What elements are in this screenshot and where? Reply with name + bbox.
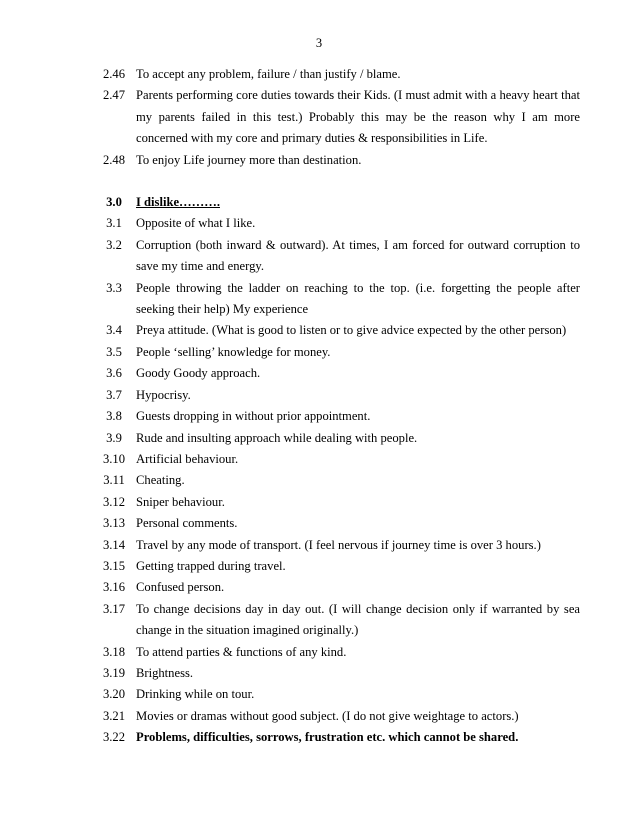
item-number: 3.21 xyxy=(102,708,126,723)
item-text: To change decisions day in day out. (I will change decision only if warranted by sea change in the situation imagined originally.) xyxy=(136,601,580,638)
item-number: 3.22 xyxy=(102,730,126,745)
item-text: Corruption (both inward & outward). At times, I am forced for outward corruption to save my time and energy. xyxy=(136,237,580,274)
item-text: Brightness. xyxy=(136,665,194,680)
list-item-3-22 xyxy=(92,727,580,748)
item-text: Confused person. xyxy=(136,580,225,595)
item-number: 3.2 xyxy=(106,237,122,252)
item-text: Drinking while on tour. xyxy=(136,687,255,702)
list-item-3-3 xyxy=(92,278,580,321)
list-item-3-2 xyxy=(92,235,580,278)
item-number: 3.1 xyxy=(106,216,122,231)
list-item-3-9 xyxy=(92,428,580,449)
item-text: Parents performing core duties towards their Kids. (I must admit with a heavy heart that my parents failed in this test.) Probably this may be the reason why I am more concerned with my core and primary duties & responsibilities in Life. xyxy=(136,88,580,146)
item-number: 3.5 xyxy=(106,344,122,359)
list-item-2-47 xyxy=(92,85,580,149)
item-number: 3.14 xyxy=(102,537,126,552)
list-item-2-48 xyxy=(92,150,580,171)
section-title: I dislike………. xyxy=(136,195,220,210)
item-number: 3.13 xyxy=(102,516,126,531)
item-text: Guests dropping in without prior appointment. xyxy=(136,409,371,424)
section-number: 3.0 xyxy=(106,195,122,210)
list-item-3-6 xyxy=(92,363,580,384)
list-item-2-46 xyxy=(92,64,580,85)
item-text: Travel by any mode of transport. (I feel nervous if journey time is over 3 hours.) xyxy=(136,537,541,552)
item-number: 3.20 xyxy=(102,687,126,702)
item-text: Cheating. xyxy=(136,473,185,488)
item-number: 2.46 xyxy=(102,67,126,81)
item-number: 3.10 xyxy=(102,451,126,466)
item-number: 3.16 xyxy=(102,580,126,595)
page-number: 3 xyxy=(315,36,323,50)
item-number: 3.9 xyxy=(106,430,122,445)
item-text: Personal comments. xyxy=(136,516,238,531)
item-text: To accept any problem, failure / than justify / blame. xyxy=(136,67,401,81)
item-list xyxy=(92,64,580,749)
section-heading xyxy=(92,192,580,213)
item-number: 3.8 xyxy=(106,409,122,424)
section-gap xyxy=(92,171,580,192)
item-text: Problems, difficulties, sorrows, frustration etc. which cannot be shared. xyxy=(136,730,519,745)
item-number: 2.47 xyxy=(102,88,126,103)
list-item-3-12 xyxy=(92,492,580,513)
item-text: Sniper behaviour. xyxy=(136,494,225,509)
item-text: Rude and insulting approach while dealing with people. xyxy=(136,430,418,445)
item-text: Artificial behaviour. xyxy=(136,451,239,466)
item-number: 3.12 xyxy=(102,494,126,509)
list-item-3-15 xyxy=(92,556,580,577)
item-number: 3.17 xyxy=(102,601,126,616)
item-text: Goody Goody approach. xyxy=(136,366,261,381)
list-item-3-13 xyxy=(92,513,580,534)
list-item-3-16 xyxy=(92,577,580,598)
item-text: Hypocrisy. xyxy=(136,387,191,402)
list-item-3-10 xyxy=(92,449,580,470)
item-number: 3.3 xyxy=(106,280,122,295)
list-item-3-1 xyxy=(92,213,580,234)
list-item-3-17 xyxy=(92,599,580,642)
item-text: Opposite of what I like. xyxy=(136,216,256,231)
item-text: To attend parties & functions of any kind. xyxy=(136,644,347,659)
list-item-3-8 xyxy=(92,406,580,427)
list-item-3-14 xyxy=(92,535,580,556)
item-text: Getting trapped during travel. xyxy=(136,558,286,573)
item-text: To enjoy Life journey more than destination. xyxy=(136,152,362,167)
list-item-3-18 xyxy=(92,642,580,663)
item-number: 3.15 xyxy=(102,558,126,573)
item-number: 3.19 xyxy=(102,665,126,680)
item-text: People throwing the ladder on reaching to the top. (i.e. forgetting the people after seeking their help) My experience xyxy=(136,280,580,317)
list-item-3-7 xyxy=(92,385,580,406)
item-number: 3.4 xyxy=(106,323,122,338)
list-item-3-11 xyxy=(92,470,580,491)
list-item-3-19 xyxy=(92,663,580,684)
list-item-3-5 xyxy=(92,342,580,363)
item-number: 2.48 xyxy=(102,152,126,167)
item-text: Movies or dramas without good subject. (I do not give weightage to actors.) xyxy=(136,708,519,723)
item-number: 3.18 xyxy=(102,644,126,659)
item-number: 3.6 xyxy=(106,366,122,381)
list-item-3-21 xyxy=(92,706,580,727)
item-number: 3.7 xyxy=(106,387,122,402)
list-item-3-4 xyxy=(92,320,580,341)
item-text: Preya attitude. (What is good to listen or to give advice expected by the other person) xyxy=(136,323,567,338)
item-number: 3.11 xyxy=(103,473,125,488)
list-item-3-20 xyxy=(92,684,580,705)
item-text: People ‘selling’ knowledge for money. xyxy=(136,344,331,359)
